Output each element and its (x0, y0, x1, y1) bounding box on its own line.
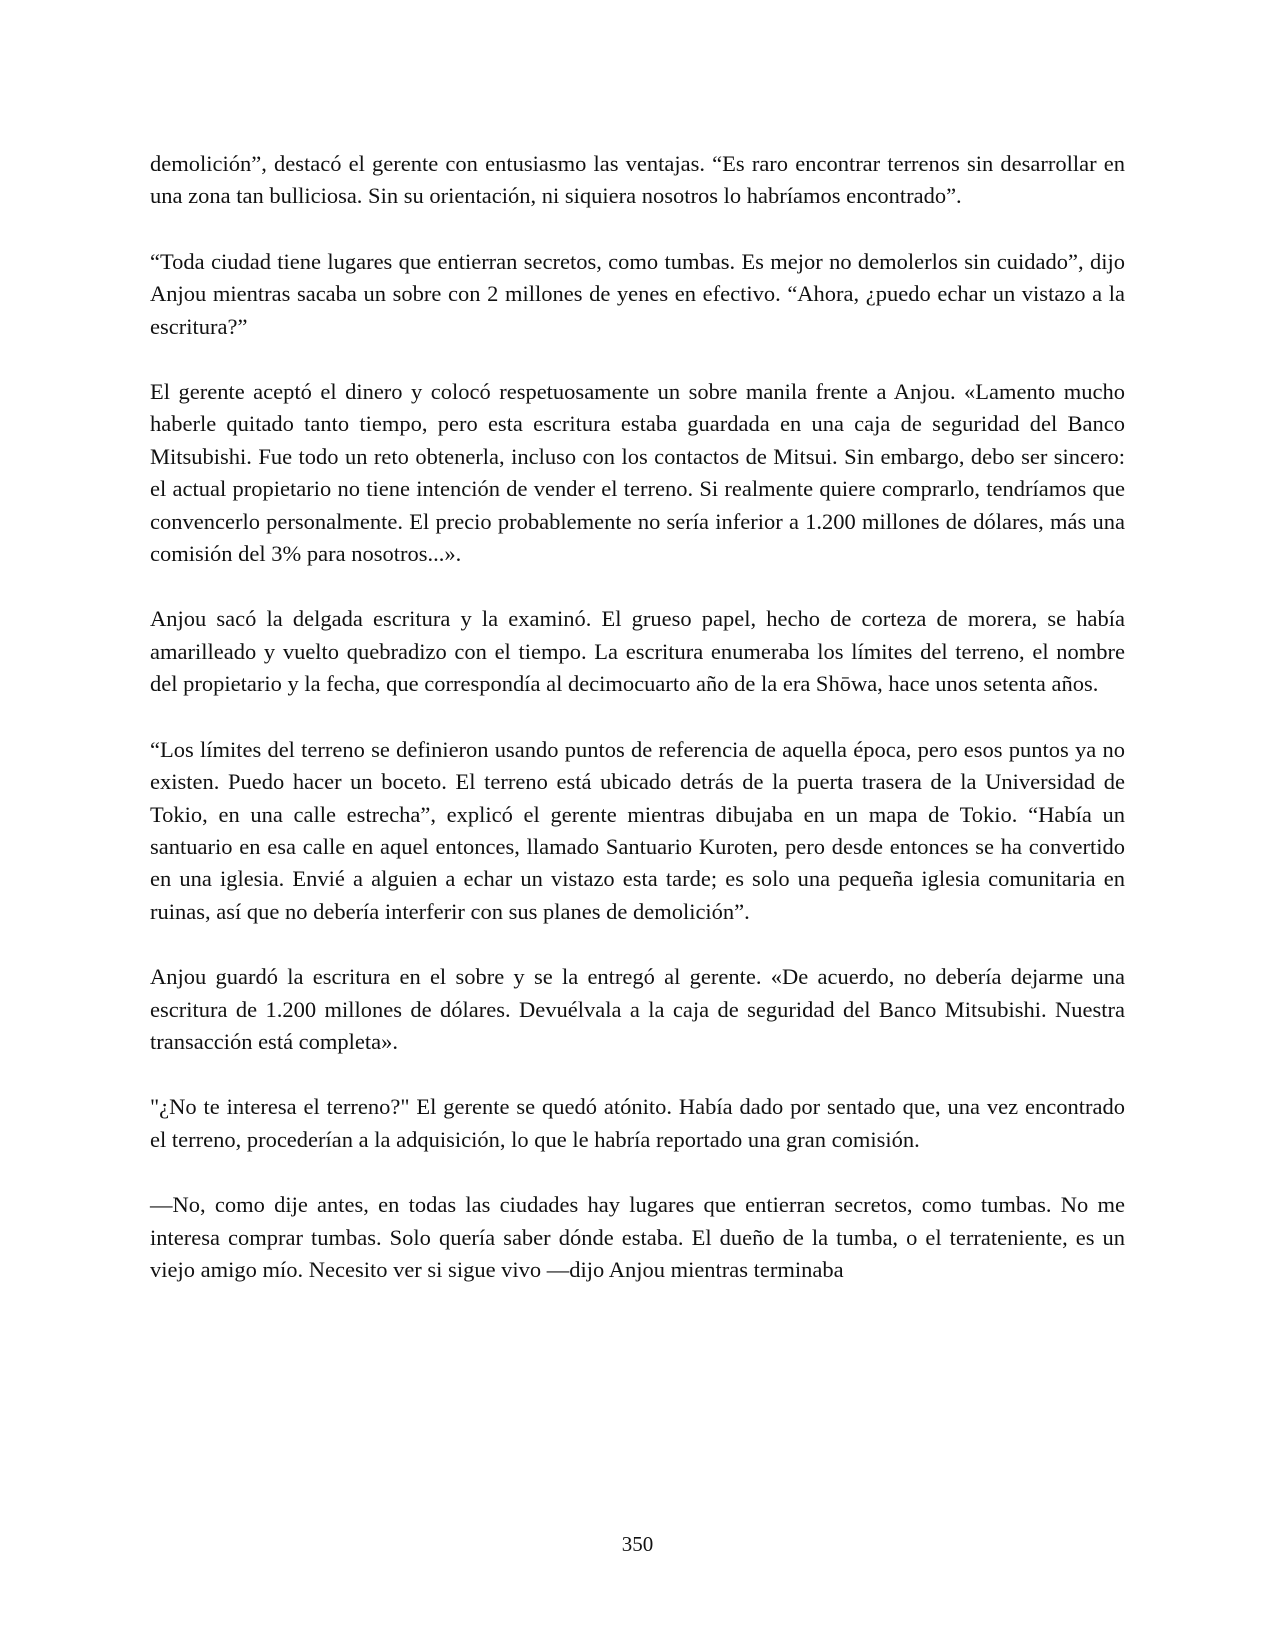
paragraph-1: demolición”, destacó el gerente con entusiasmo las ventajas. “Es raro encontrar terrenos sin desarrollar en una zona tan bulliciosa. Sin su orientación, ni siquiera nosotros lo habríamos encontrado”. (150, 151, 1125, 209)
paragraph-2: “Toda ciudad tiene lugares que entierran secretos, como tumbas. Es mejor no demolerlos sin cuidado”, dijo Anjou mientras sacaba un sobre con 2 millones de yenes en efectivo. “Ahora, ¿puedo echar un vistazo a la escritura?” (150, 248, 1125, 339)
page-number: 350 (621, 1532, 654, 1556)
paragraph-3: El gerente aceptó el dinero y colocó respetuosamente un sobre manila frente a Anjou. «Lamento mucho haberle quitado tanto tiempo, pero esta escritura estaba guardada en una caja de seguridad del Banco Mitsubishi. Fue todo un reto obtenerla, incluso con los contactos de Mitsui. Sin embargo, debo ser sincero: el actual propietario no tiene intención de vender el terreno. Si realmente quiere comprarlo, tendríamos que convencerlo personalmente. El precio probablemente no sería inferior a 1.200 millones de dólares, más una comisión del 3% para nosotros...». (150, 379, 1125, 567)
paragraph-6: Anjou guardó la escritura en el sobre y se la entregó al gerente. «De acuerdo, no debería dejarme una escritura de 1.200 millones de dólares. Devuélvala a la caja de seguridad del Banco Mitsubishi. Nuestra transacción está completa». (150, 964, 1125, 1054)
paragraph-8: —No, como dije antes, en todas las ciudades hay lugares que entierran secretos, como tumbas. No me interesa comprar tumbas. Solo quería saber dónde estaba. El dueño de la tumba, o el terrateniente, es un viejo amigo mío. Necesito ver si sigue vivo —dijo Anjou mientras terminaba (150, 1192, 1125, 1282)
paragraph-4: Anjou sacó la delgada escritura y la examinó. El grueso papel, hecho de corteza de morera, se había amarilleado y vuelto quebradizo con el tiempo. La escritura enumeraba los límites del terreno, el nombre del propietario y la fecha, que correspondía al decimocuarto año de la era Shōwa, hace unos setenta años. (150, 606, 1125, 697)
paragraph-5: “Los límites del terreno se definieron usando puntos de referencia de aquella época, pero esos puntos ya no existen. Puedo hacer un boceto. El terreno está ubicado detrás de la puerta trasera de la Universidad de Tokio, en una calle estrecha”, explicó el gerente mientras dibujaba en un mapa de Tokio. “Había un santuario en esa calle en aquel entonces, llamado Santuario Kuroten, pero desde entonces se ha convertido en una iglesia. Envié a alguien a echar un vistazo esta tarde; es solo una pequeña iglesia comunitaria en ruinas, así que no debería interferir con sus planes de demolición”. (150, 736, 1125, 924)
page-body (150, 148, 1125, 1319)
paragraph-7: "¿No te interesa el terreno?" El gerente se quedó atónito. Había dado por sentado que, una vez encontrado el terreno, procederían a la adquisición, lo que le habría reportado una gran comisión. (150, 1094, 1125, 1152)
